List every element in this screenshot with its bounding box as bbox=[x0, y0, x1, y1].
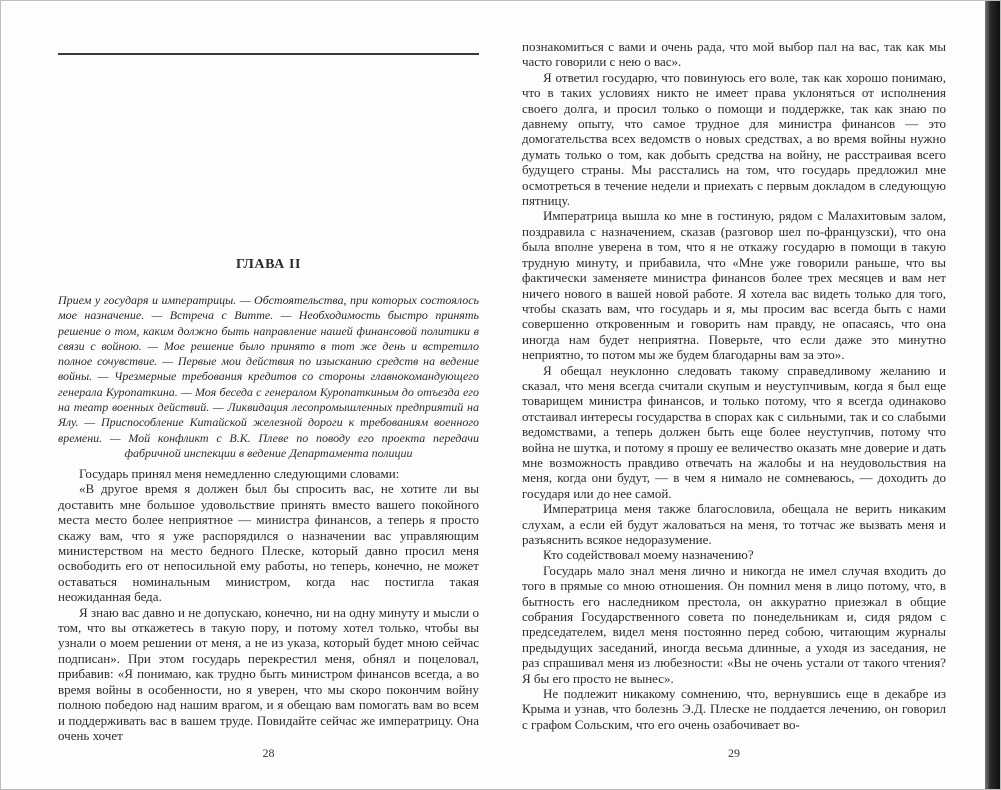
chapter-divider-rule bbox=[58, 53, 479, 55]
body-paragraph: Императрица меня также благословила, обещала не верить никаким слухам, а если ей будут жаловаться на меня, то тотчас же вызвать меня и разъяснить всякое недоразумение. bbox=[522, 501, 946, 547]
body-paragraph: Императрица вышла ко мне в гостиную, рядом с Малахитовым залом, поздравила с назначением, сказав (разговор шел по-французски), что она была вполне уверена в том, что я не откажу государю в помощи в такую трудную минуту, и прибавила, что «Мне уже говорили раньше, что вы фактически заменяете министра финансов более трех месяцев и вам нет ничего нового в вашей новой работе. Я хотела вас видеть только для того, чтобы сказать вам, что государь и я, мы просим вас всегда быть с нами совершенно откровенным и говорить нам правду, не опасаясь, что она иногда нам будет неприятна. Поверьте, что если даже это минутно неприятно, то потом мы же будем благодарны вам за это». bbox=[522, 208, 946, 363]
book-fore-edge bbox=[985, 1, 1000, 789]
right-page-body bbox=[522, 39, 946, 745]
body-paragraph: Я ответил государю, что повинуюсь его воле, так как хорошо понимаю, что в таких условиях никто не имеет права уклоняться от исполнения своего долга, и просил только о помощи и поддержке, так как знаю по давнему опыту, что самое трудное для министра финансов — это домогательства всех ведомств о новых средствах, а во время войны нужно думать только о том, как добыть средства на войну, не расстраивая всего будущего страны. Мы расстались на том, что государь предложил мне осмотреться в течение недели и приехать с первым докладом в следующую пятницу. bbox=[522, 69, 946, 209]
chapter-summary: Прием у государя и императрицы. — Обстоятельства, при которых состоялось мое назначение. — Встреча с Витте. — Необходимость быстро принять решение о том, каким должно быть направление нашей финансовой политики в связи с войною. — Мое решение было принято в тот же день и встретило полное сочувствие. — Первые мои действия по изысканию средств на ведение войны. — Чрезмерные требования кредитов со стороны главнокомандующего генерала Куропаткина. — Моя беседа с генералом Куропаткиным до отъезда его на театр военных действий. — Ликвидация лесопромышленных предприятий на Ялу. — Приспособление Китайской железной дороги к требованиям военного времени. — Мой конфликт с В.К. Плеве по поводу его проекта передачи фабричной инспекции в ведение Департамента полиции bbox=[58, 293, 479, 460]
page-number-right: 29 bbox=[728, 746, 740, 760]
body-paragraph: Государь принял меня немедленно следующими словами: bbox=[79, 466, 400, 481]
page-number-left: 28 bbox=[262, 746, 275, 760]
chapter-heading: ГЛАВА II bbox=[235, 257, 302, 272]
left-page-body bbox=[58, 466, 479, 746]
body-paragraph: познакомиться с вами и очень рада, что мой выбор пал на вас, так как мы часто говорили с нею о вас». bbox=[522, 39, 946, 70]
body-paragraph: Государь мало знал меня лично и никогда не имел случая входить до того в прямые со мною отношения. Он помнил меня в лицо потому, что, в бытность его наследником престола, он аккуратно приезжал в общие собрания Государственного совета по понедельникам и, сидя рядом с председателем, видел меня постоянно перед собою, читающим журналы предыдущих заседаний, иногда весьма длинные, а уходя из заседания, не раз спрашивал меня из любезности: «Вы не очень устали от такого чтения? Я бы его просто не вынес». bbox=[522, 562, 946, 686]
page-right bbox=[522, 1, 946, 789]
page-left bbox=[58, 1, 479, 789]
body-paragraph: «В другое время я должен был бы спросить вас, не хотите ли вы доставить мне большое удовольствие принять вместо вашего покойного места место более неприятное — министра финансов, а теперь я просто скажу вам, что я уже распорядился о назначении вас управляющим министерством на место бедного Плеске, который давно просил меня освободить его от непосильной ему работы, но теперь, конечно, не может оставаться номинальным министром, когда нас постигла такая неожиданная беда. bbox=[58, 481, 479, 605]
body-paragraph: Я знаю вас давно и не допускаю, конечно, ни на одну минуту и мысли о том, что вы откажетесь в такую пору, и потому хотел только, чтобы вы узнали о моем решении от меня, а не из указа, который будет мною сейчас подписан». При этом государь перекрестил меня, обнял и поцеловал, прибавив: «Я понимаю, как трудно быть министром финансов всегда, а во время войны в особенности, но я уверен, что мы скоро покончим войну полною победою над нашим врагом, и я обещаю вам помогать вам во всем и поддерживать вас в вашем труде. Повидайте сейчас же императрицу. Она очень хочет bbox=[58, 604, 479, 743]
body-paragraph: Не подлежит никакому сомнению, что, вернувшись еще в декабре из Крыма и узнав, что болезнь Э.Д. Плеске не поддается лечению, он говорил с графом Сольским, что его очень озабочивает во- bbox=[522, 686, 946, 732]
body-paragraph: Кто содействовал моему назначению? bbox=[543, 547, 754, 563]
body-paragraph: Я обещал неуклонно следовать такому справедливому желанию и сказал, что меня всегда считали скупым и неуступчивым, когда я был еще товарищем министра финансов, и только потому, что я всегда одинаково отстаивал интересы государства в спорах как с сильными, так и со слабыми ведомствами, а теперь должен быть еще более неуступчив, потому что война не шутка, и потому я прошу ее величество оказать мне доверие и дать мне возможность правдиво отвечать на жалобы и на неудовольствия на меня, когда они будут, — в чем я нимало не сомневаюсь, — доходить до государя или до нее самой. bbox=[522, 362, 946, 501]
